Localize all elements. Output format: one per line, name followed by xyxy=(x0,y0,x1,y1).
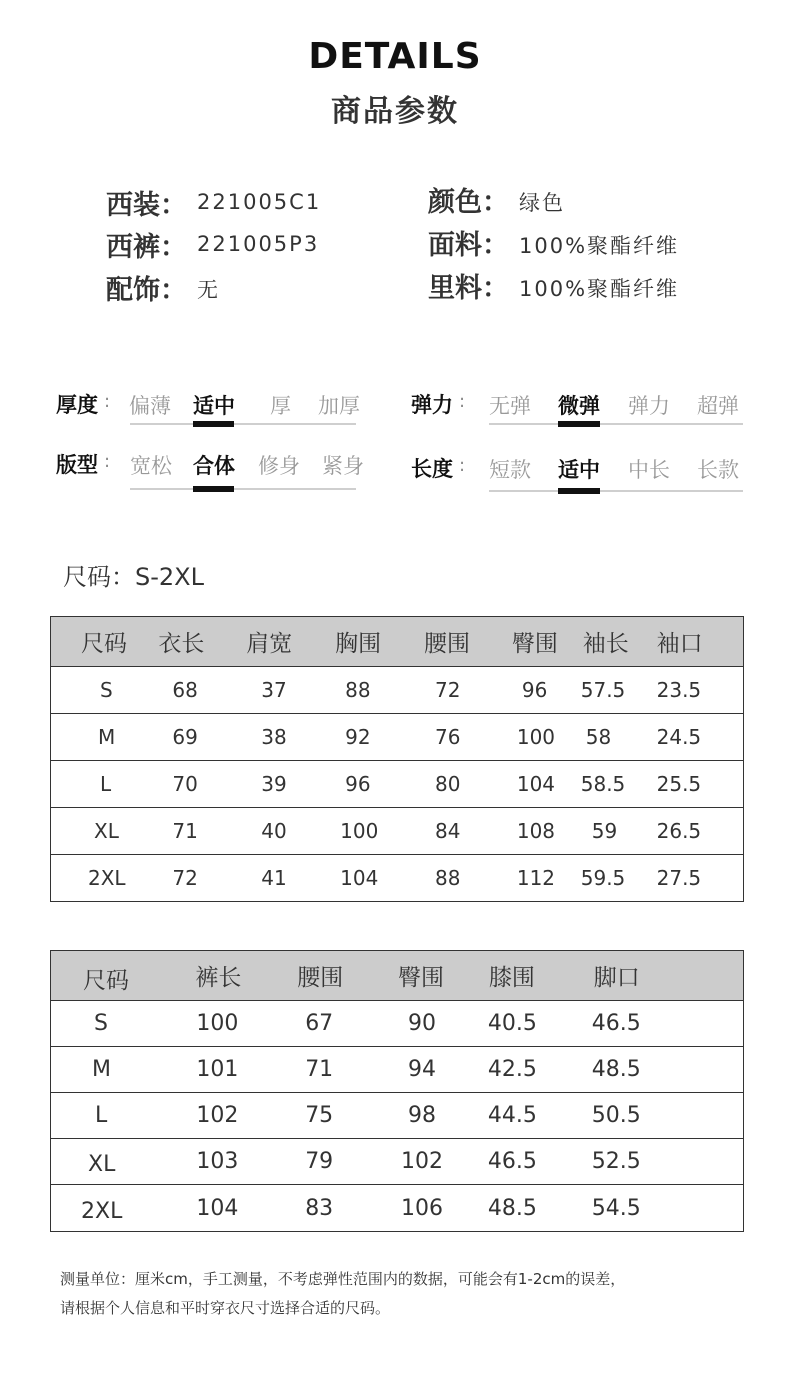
measurement-note: 测量单位：厘米cm，手工测量，不考虑弹性范围内的数据，可能会有1-2cm的误差， xyxy=(60,1270,626,1288)
header-cell: 衣长 xyxy=(145,617,233,667)
info-value-fabric: 100%聚酯纤维 xyxy=(519,234,680,258)
table-cell: 80 xyxy=(410,761,498,808)
attr-option: 宽松 xyxy=(130,454,172,478)
table-cell: 46.5 xyxy=(480,1139,585,1185)
page-title-en: DETAILS xyxy=(308,36,482,77)
attr-option: 厚 xyxy=(270,394,291,418)
attr-selected-marker xyxy=(193,421,234,427)
table-cell: 69 xyxy=(145,714,233,761)
table-cell: 92 xyxy=(321,714,410,761)
table-cell: M xyxy=(51,714,146,761)
attr-colon: : xyxy=(104,451,111,472)
attr-selected-marker xyxy=(558,421,600,427)
table-cell: 40 xyxy=(233,808,321,855)
table-cell: XL xyxy=(51,808,146,855)
attr-colon: : xyxy=(104,391,111,412)
attr-track xyxy=(130,488,356,490)
info-label-color: 颜色： xyxy=(428,187,509,218)
header-cell: 膝围 xyxy=(480,951,585,1001)
table-cell: 100 xyxy=(321,808,410,855)
table-cell: S xyxy=(51,667,146,714)
attr-option: 短款 xyxy=(489,458,531,482)
table-cell: L xyxy=(51,761,146,808)
table-cell: 58.5 xyxy=(578,761,653,808)
table-row xyxy=(51,1185,744,1232)
table-cell: 39 xyxy=(233,761,321,808)
table-cell: 98 xyxy=(385,1093,480,1139)
header-cell: 肩宽 xyxy=(233,617,321,667)
table-cell: 50.5 xyxy=(585,1093,744,1139)
table-cell: L xyxy=(51,1093,181,1139)
table-cell: 48.5 xyxy=(585,1047,744,1093)
attr-option: 偏薄 xyxy=(129,394,171,418)
table-cell: 72 xyxy=(172,866,198,890)
attr-track xyxy=(489,423,743,425)
table-cell: 88 xyxy=(321,667,410,714)
attr-colon: : xyxy=(459,391,466,412)
table-cell: 59 xyxy=(578,808,653,855)
table-cell: 103 xyxy=(180,1139,285,1185)
table-cell: 76 xyxy=(410,714,498,761)
table-row xyxy=(51,761,744,808)
table-cell: 48.5 xyxy=(487,1195,537,1221)
table-cell: 102 xyxy=(385,1139,480,1185)
attr-option-selected: 微弹 xyxy=(558,394,600,418)
table-cell: 96 xyxy=(498,667,578,714)
table-cell: 106 xyxy=(401,1195,444,1221)
table-cell: 42.5 xyxy=(480,1047,585,1093)
info-value-lining: 100%聚酯纤维 xyxy=(519,277,680,301)
table-cell: 102 xyxy=(180,1093,285,1139)
table-row xyxy=(51,1001,744,1047)
table-cell: 59.5 xyxy=(580,866,626,890)
table-cell: 79 xyxy=(285,1139,385,1185)
table-cell: 96 xyxy=(321,761,410,808)
table-cell: 104 xyxy=(340,866,379,890)
table-cell: 46.5 xyxy=(585,1001,744,1047)
table-cell: 71 xyxy=(285,1047,385,1093)
table-cell: M xyxy=(51,1047,181,1093)
table-cell: 37 xyxy=(233,667,321,714)
info-value-accessory: 无 xyxy=(197,278,220,302)
info-label-fabric: 面料： xyxy=(428,230,509,261)
table-cell: 88 xyxy=(434,866,461,890)
table-header-row xyxy=(51,617,744,667)
header-cell: 袖口 xyxy=(653,617,744,667)
header-cell: 胸围 xyxy=(321,617,410,667)
table-cell: 94 xyxy=(385,1047,480,1093)
table-cell: 24.5 xyxy=(653,714,744,761)
table-cell: 104 xyxy=(196,1195,239,1221)
attr-track xyxy=(489,490,743,492)
jacket-size-table xyxy=(50,616,744,902)
attr-option: 紧身 xyxy=(322,454,364,478)
table-row xyxy=(51,1047,744,1093)
table-cell: XL xyxy=(51,1139,181,1185)
header-cell: 尺码 xyxy=(51,617,146,667)
header-cell: 脚口 xyxy=(585,951,744,1001)
table-row xyxy=(51,855,744,902)
table-cell: 2XL xyxy=(88,866,126,890)
info-label-lining: 里料： xyxy=(428,273,509,304)
table-cell: 38 xyxy=(233,714,321,761)
table-cell: 26.5 xyxy=(653,808,744,855)
header-cell: 裤长 xyxy=(180,951,285,1001)
pants-size-table xyxy=(50,950,744,1232)
table-row xyxy=(51,808,744,855)
page-title-cn: 商品参数 xyxy=(331,94,459,129)
table-cell: S xyxy=(51,1001,181,1047)
attr-label-elasticity: 弹力 xyxy=(411,393,453,417)
table-header-row xyxy=(51,951,744,1001)
table-cell: 40.5 xyxy=(480,1001,585,1047)
table-cell: 72 xyxy=(410,667,498,714)
table-cell: 41 xyxy=(261,866,287,890)
attr-selected-marker xyxy=(193,486,234,492)
table-cell: 52.5 xyxy=(585,1139,744,1185)
table-cell: 67 xyxy=(285,1001,385,1047)
table-cell: 57.5 xyxy=(578,667,653,714)
table-cell: 84 xyxy=(410,808,498,855)
table-cell: 100 xyxy=(180,1001,285,1047)
table-cell: 2XL xyxy=(81,1198,123,1224)
attr-option: 无弹 xyxy=(489,394,531,418)
attr-label-fit: 版型 xyxy=(56,453,98,477)
attr-option: 中长 xyxy=(628,458,670,482)
attr-option-selected: 适中 xyxy=(193,394,235,418)
header-cell: 腰围 xyxy=(410,617,498,667)
attr-label-thickness: 厚度 xyxy=(56,393,98,417)
size-range: 尺码：S-2XL xyxy=(63,563,204,591)
header-cell: 袖长 xyxy=(578,617,653,667)
table-cell: 44.5 xyxy=(480,1093,585,1139)
table-cell: 108 xyxy=(498,808,578,855)
attr-option-selected: 适中 xyxy=(558,458,600,482)
header-cell: 臀围 xyxy=(385,951,480,1001)
table-cell: 68 xyxy=(145,667,233,714)
table-cell: 23.5 xyxy=(653,667,744,714)
table-cell: 112 xyxy=(516,866,556,890)
table-cell: 90 xyxy=(385,1001,480,1047)
header-cell: 腰围 xyxy=(285,951,385,1001)
table-cell: 27.5 xyxy=(656,866,702,890)
attr-track xyxy=(130,423,356,425)
header-cell: 臀围 xyxy=(498,617,578,667)
info-value-pants: 221005P3 xyxy=(197,232,320,256)
attr-option: 加厚 xyxy=(318,394,360,418)
attr-option: 长款 xyxy=(697,458,739,482)
header-cell: 尺码 xyxy=(51,951,181,1001)
attr-selected-marker xyxy=(558,488,600,494)
attr-label-length: 长度 xyxy=(411,457,453,481)
attr-option-selected: 合体 xyxy=(193,454,235,478)
table-cell: 104 xyxy=(498,761,578,808)
info-label-accessory: 配饰： xyxy=(106,275,187,306)
table-cell: 71 xyxy=(145,808,233,855)
table-cell: 101 xyxy=(180,1047,285,1093)
table-row xyxy=(51,667,744,714)
info-label-pants: 西裤： xyxy=(106,232,187,263)
info-label-suit: 西装： xyxy=(106,190,187,221)
info-value-color: 绿色 xyxy=(519,191,565,215)
attr-option: 超弹 xyxy=(697,394,739,418)
attr-option: 修身 xyxy=(258,454,300,478)
attr-colon: : xyxy=(459,455,466,476)
table-cell: 58 xyxy=(578,714,653,761)
table-row xyxy=(51,714,744,761)
table-cell: 75 xyxy=(285,1093,385,1139)
table-row xyxy=(51,1139,744,1185)
table-cell: 70 xyxy=(145,761,233,808)
table-cell: 100 xyxy=(498,714,578,761)
table-cell: 25.5 xyxy=(653,761,744,808)
table-row xyxy=(51,1093,744,1139)
table-cell: 54.5 xyxy=(591,1195,641,1221)
attr-option: 弹力 xyxy=(628,394,670,418)
table-cell: 83 xyxy=(305,1195,334,1221)
info-value-suit: 221005C1 xyxy=(197,190,322,214)
size-advice-note: 请根据个人信息和平时穿衣尺寸选择合适的尺码。 xyxy=(60,1299,391,1317)
